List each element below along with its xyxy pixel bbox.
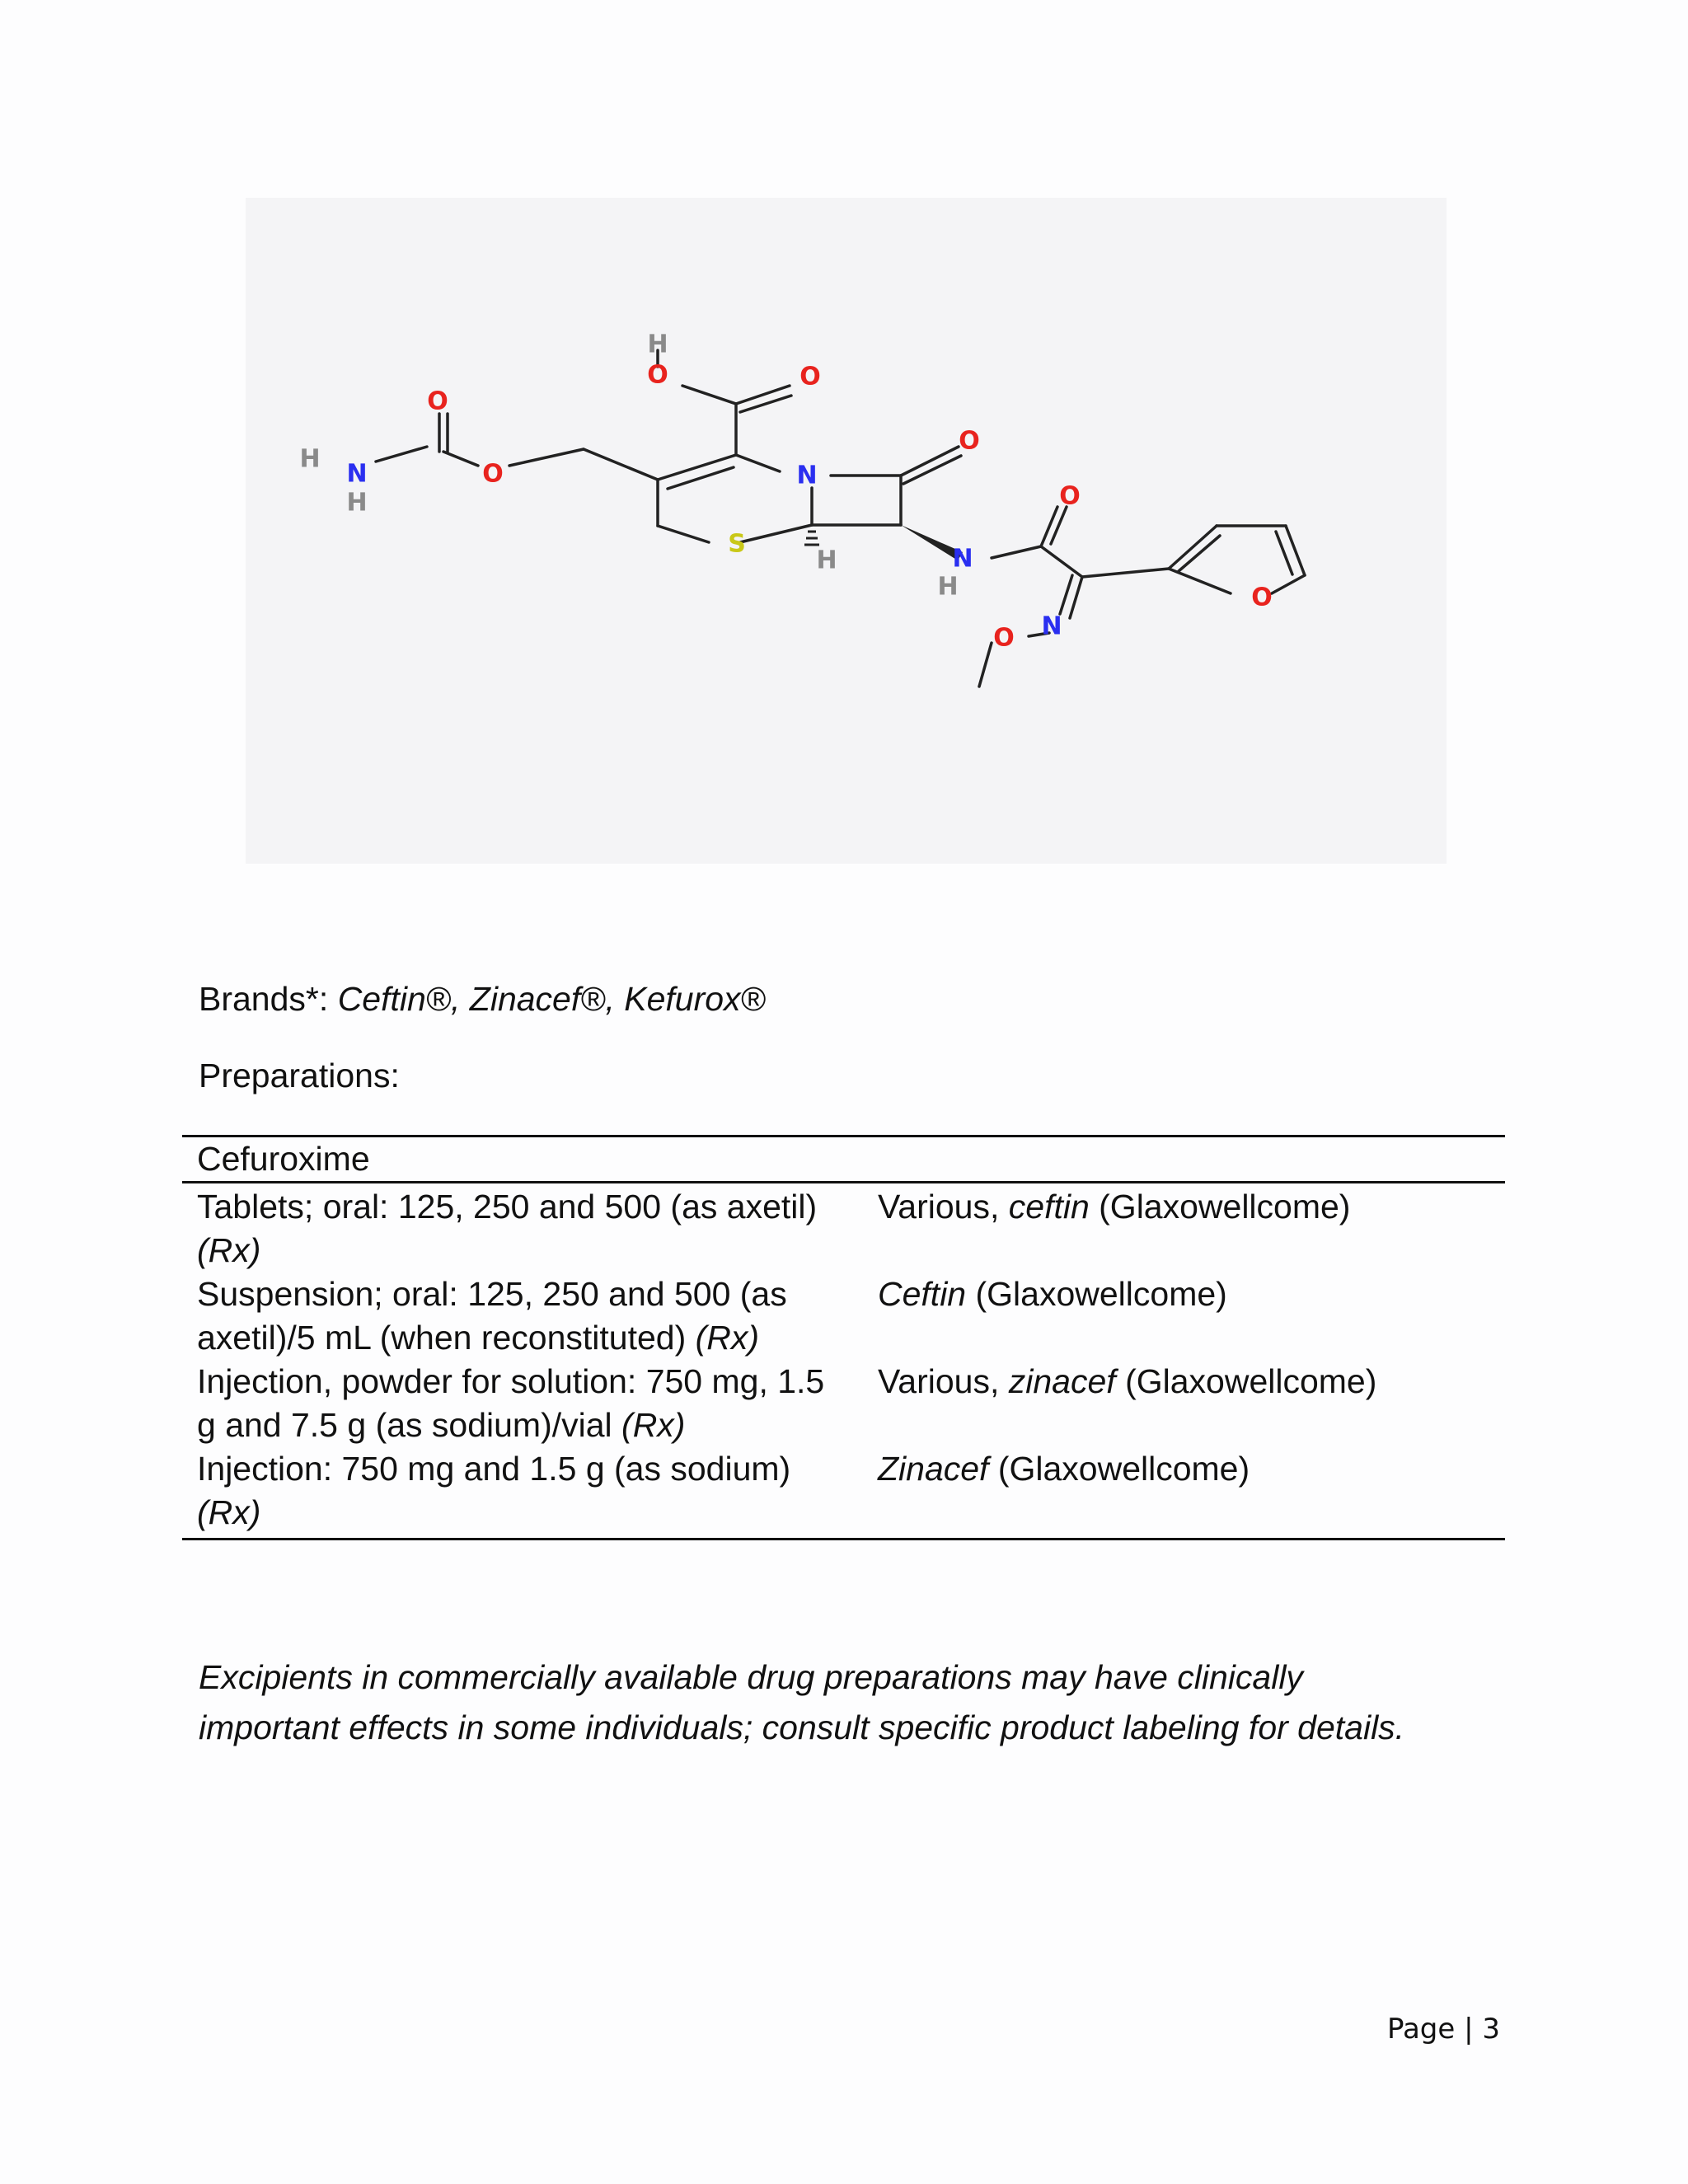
page-number: 3: [1482, 2013, 1501, 2046]
bond: [658, 526, 709, 542]
table-row: [182, 1272, 1505, 1360]
preparation-cell: [182, 1272, 863, 1360]
bond: [992, 546, 1041, 558]
manufacturer-name: (Glaxowellcome): [1115, 1362, 1377, 1400]
manufacturer-cell: [863, 1360, 1505, 1447]
table-header-cell: Cefuroxime: [182, 1137, 1505, 1183]
bond: [740, 396, 791, 412]
atom-o-side: O: [1059, 481, 1081, 511]
bond: [1169, 569, 1231, 593]
chemical-structure-figure: [246, 198, 1447, 864]
atom-n-amide: N: [346, 459, 368, 489]
bond: [584, 449, 658, 480]
bond: [1041, 507, 1057, 546]
bond: [979, 643, 992, 687]
bond: [509, 449, 584, 466]
atom-h-ring: H: [816, 546, 837, 575]
manufacturer-cell: [863, 1272, 1505, 1360]
preparation-cell: [182, 1447, 863, 1540]
preparation-text: Tablets; oral: 125, 250 and 500 (as axetil): [197, 1188, 818, 1226]
table-row: [182, 1183, 1505, 1273]
atom-h-acid: H: [647, 330, 668, 359]
excipients-note: Excipients in commercially available drug preparations may have clinically important effects in some individuals; consult specific product labeling for details.: [199, 1658, 1405, 1746]
bond: [736, 386, 790, 404]
manufacturer-name: (Glaxowellcome): [966, 1275, 1227, 1313]
atom-s-ring: S: [728, 529, 746, 559]
atom-o-carbamate: O: [427, 387, 448, 416]
manufacturer-name: (Glaxowellcome): [988, 1450, 1250, 1488]
bond: [1169, 526, 1217, 569]
atom-o-furan: O: [1251, 583, 1273, 612]
bond: [668, 467, 734, 489]
page-separator: |: [1455, 2013, 1483, 2046]
brand-name: ceftin: [1008, 1188, 1090, 1226]
preparation-text: Injection: 750 mg and 1.5 g (as sodium): [197, 1450, 791, 1488]
bond: [740, 525, 812, 542]
manufacturer-cell: [863, 1447, 1505, 1540]
brand-name: Zinacef: [878, 1450, 989, 1488]
hash-bond: [804, 532, 819, 545]
rx-label: (Rx): [197, 1231, 261, 1269]
bond: [1041, 546, 1082, 577]
preparations-table: [182, 1135, 1505, 1540]
table-row: [182, 1360, 1505, 1447]
table-header-row: [182, 1137, 1505, 1183]
bond: [736, 455, 780, 471]
brands-line: [199, 979, 766, 1019]
atom-o-lactam: O: [959, 426, 980, 456]
brand-zinacef: Zinacef®,: [469, 980, 625, 1018]
bond: [682, 386, 736, 404]
brands-colon: :: [318, 980, 338, 1018]
atom-o-acid-double: O: [799, 362, 821, 391]
rx-label: (Rx): [197, 1493, 261, 1531]
atom-o-methoxy: O: [993, 623, 1015, 653]
manufacturer-name: (Glaxowellcome): [1089, 1188, 1351, 1226]
manufacturer-prefix: Various,: [878, 1188, 1009, 1226]
atom-o-acid: O: [647, 360, 668, 390]
bond: [1060, 575, 1072, 614]
preparations-heading: Preparations:: [199, 1057, 400, 1094]
atom-h-amide-bottom: H: [346, 488, 368, 518]
atom-o-ester: O: [482, 459, 504, 489]
brand-ceftin: Ceftin®,: [337, 980, 470, 1018]
manufacturer-cell: [863, 1183, 1505, 1273]
bond: [443, 452, 478, 466]
atom-h-amide-top: H: [299, 444, 321, 474]
brand-name: Ceftin: [878, 1275, 967, 1313]
preparation-text: Injection, powder for solution: 750 mg, 1.5 g and 7.5 g (as sodium)/vial: [197, 1362, 825, 1444]
bond: [658, 455, 736, 480]
page-label: Page: [1387, 2013, 1456, 2046]
preparation-cell: [182, 1360, 863, 1447]
preparation-cell: [182, 1183, 863, 1273]
bond: [1082, 569, 1169, 577]
atom-n-ring: N: [796, 461, 818, 490]
table-row: [182, 1447, 1505, 1540]
brand-kefurox: Kefurox®: [624, 980, 766, 1018]
atom-h-side: H: [937, 572, 959, 602]
preparation-text: Suspension; oral: 125, 250 and 500 (as axetil)/5 mL (when reconstituted): [197, 1275, 787, 1357]
brands-asterisk: *: [305, 980, 319, 1018]
atom-n-oxime: N: [1041, 612, 1062, 641]
cefuroxime-structure-svg: [246, 198, 1447, 864]
bond: [376, 447, 427, 462]
brand-name: zinacef: [1008, 1362, 1116, 1400]
bond: [1272, 575, 1305, 593]
bond: [1070, 577, 1082, 618]
rx-label: (Rx): [695, 1319, 760, 1357]
bond: [1051, 507, 1067, 544]
atom-n-side: N: [952, 544, 973, 574]
rx-label: (Rx): [621, 1406, 686, 1444]
manufacturer-prefix: Various,: [878, 1362, 1009, 1400]
page-footer: [1387, 2013, 1500, 2046]
brands-label: Brands: [199, 980, 306, 1018]
